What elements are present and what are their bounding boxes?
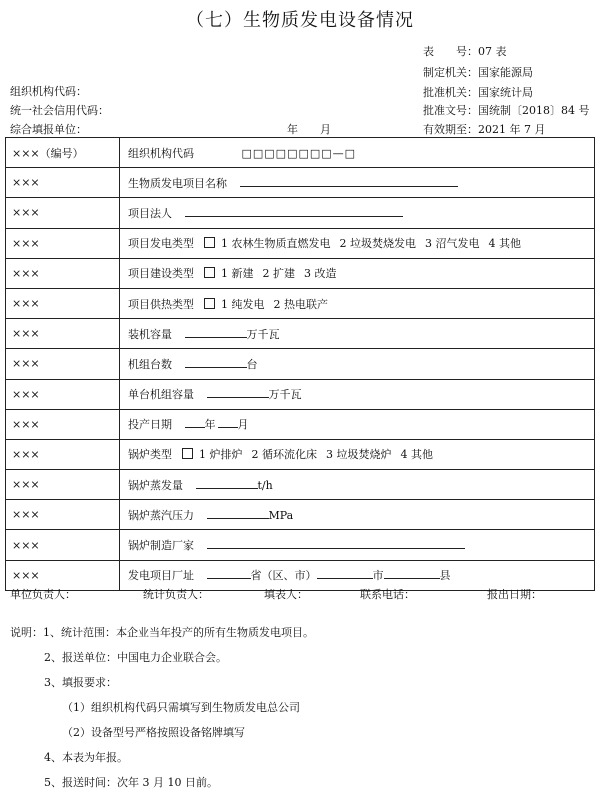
row-code: ××× bbox=[6, 500, 120, 530]
table-row bbox=[6, 439, 595, 469]
approval-number bbox=[423, 102, 590, 118]
field-label: 发电项目厂址 bbox=[128, 569, 194, 583]
valid-until bbox=[423, 121, 545, 137]
approving-authority-label: 批准机关： bbox=[423, 86, 478, 99]
row-code: ××× bbox=[6, 470, 120, 500]
unit-label: t/h bbox=[257, 478, 273, 492]
row-content bbox=[120, 379, 595, 409]
form-number-value: 07 表 bbox=[478, 45, 507, 58]
filler-label: 填表人： bbox=[264, 588, 308, 601]
form-number bbox=[423, 43, 507, 59]
boiler-manufacturer-field[interactable] bbox=[207, 537, 465, 549]
note-subitem: （1）组织机构代码只需填写到生物质发电总公司 bbox=[62, 701, 300, 714]
field-label: 项目发电类型 bbox=[128, 237, 194, 251]
option-label: 2 扩建 bbox=[262, 267, 295, 281]
single-unit-capacity-field[interactable] bbox=[207, 386, 269, 398]
option-label: 4 其他 bbox=[400, 448, 433, 462]
field-label: 项目供热类型 bbox=[128, 297, 194, 311]
city-field[interactable] bbox=[317, 567, 373, 579]
row-content bbox=[120, 409, 595, 439]
notes-section bbox=[10, 620, 314, 795]
reporting-unit-label: 综合填报单位： bbox=[10, 123, 87, 136]
stats-head-label: 统计负责人： bbox=[143, 588, 209, 601]
note-subitem: （2）设备型号严格按照设备铭牌填写 bbox=[62, 726, 245, 739]
credit-code-label: 统一社会信用代码： bbox=[10, 104, 109, 117]
option-label: 1 新建 bbox=[221, 267, 254, 281]
row-code: ××× bbox=[6, 560, 120, 590]
table-row bbox=[6, 500, 595, 530]
field-label: 组织机构代码 bbox=[128, 146, 194, 160]
row-code: ××× bbox=[6, 530, 120, 560]
option-label: 3 沼气发电 bbox=[425, 237, 480, 251]
row-code: ××× bbox=[6, 168, 120, 198]
unit-label: MPa bbox=[268, 508, 294, 522]
report-date-label: 报出日期： bbox=[487, 588, 542, 601]
row-content bbox=[120, 319, 595, 349]
row-code: ××× bbox=[6, 288, 120, 318]
note-item: 3、填报要求： bbox=[44, 676, 117, 689]
field-label: 生物质发电项目名称 bbox=[128, 176, 227, 190]
approval-number-value: 国统制〔2018〕84 号 bbox=[478, 104, 590, 117]
field-label: 锅炉类型 bbox=[128, 448, 172, 462]
row-content bbox=[120, 228, 595, 258]
row-content bbox=[120, 168, 595, 198]
row-code: ×××（编号） bbox=[6, 138, 120, 168]
project-name-field[interactable] bbox=[240, 175, 458, 187]
table-row bbox=[6, 409, 595, 439]
row-content bbox=[120, 530, 595, 560]
county-label: 县 bbox=[439, 569, 451, 583]
row-code: ××× bbox=[6, 349, 120, 379]
province-label: 省（区、市） bbox=[250, 569, 317, 583]
row-code: ××× bbox=[6, 319, 120, 349]
row-code: ××× bbox=[6, 228, 120, 258]
issuing-authority-label: 制定机关： bbox=[423, 66, 478, 79]
table-row bbox=[6, 258, 595, 288]
org-code-label: 组织机构代码： bbox=[10, 85, 87, 98]
note-item: 2、报送单位：中国电力企业联合会。 bbox=[44, 651, 227, 664]
county-field[interactable] bbox=[384, 567, 440, 579]
month-label: 月 bbox=[237, 418, 249, 432]
field-label: 项目法人 bbox=[128, 206, 172, 220]
option-label: 3 改造 bbox=[304, 267, 337, 281]
issuing-authority-value: 国家能源局 bbox=[478, 66, 533, 79]
form-title: （七）生物质发电设备情况 bbox=[186, 10, 414, 31]
field-label: 锅炉蒸汽压力 bbox=[128, 508, 194, 522]
approval-number-label: 批准文号： bbox=[423, 104, 478, 117]
table-row bbox=[6, 198, 595, 228]
option-label: 1 炉排炉 bbox=[199, 448, 243, 462]
valid-until-label: 有效期至： bbox=[423, 123, 478, 136]
unit-label: 台 bbox=[246, 357, 258, 371]
year-field[interactable] bbox=[185, 416, 205, 428]
choice-checkbox[interactable] bbox=[204, 237, 215, 248]
row-content bbox=[120, 138, 595, 168]
field-label: 项目建设类型 bbox=[128, 267, 194, 281]
table-row bbox=[6, 168, 595, 198]
option-label: 2 垃圾焚烧发电 bbox=[339, 237, 416, 251]
form-number-label: 表 号： bbox=[423, 45, 478, 58]
row-code: ××× bbox=[6, 379, 120, 409]
unit-head-label: 单位负责人： bbox=[10, 588, 76, 601]
field-label: 锅炉制造厂家 bbox=[128, 539, 194, 553]
row-content bbox=[120, 288, 595, 318]
option-label: 4 其他 bbox=[488, 237, 521, 251]
row-content bbox=[120, 470, 595, 500]
row-code: ××× bbox=[6, 439, 120, 469]
unit-label: 万千瓦 bbox=[268, 388, 302, 402]
option-label: 1 农林生物质直燃发电 bbox=[221, 237, 331, 251]
report-period: 年 月 bbox=[287, 123, 331, 136]
valid-until-value: 2021 年 7 月 bbox=[478, 123, 546, 136]
field-label: 装机容量 bbox=[128, 327, 172, 341]
choice-checkbox[interactable] bbox=[204, 267, 215, 278]
table-row bbox=[6, 138, 595, 168]
equipment-form-table bbox=[5, 137, 595, 591]
issuing-authority bbox=[423, 64, 533, 80]
note-item: 4、本表为年报。 bbox=[44, 751, 128, 764]
note-item: 说明：1、统计范围：本企业当年投产的所有生物质发电项目。 bbox=[10, 626, 314, 639]
option-label: 2 热电联产 bbox=[273, 297, 328, 311]
unit-label: 万千瓦 bbox=[246, 327, 280, 341]
org-code-boxes[interactable]: □□□□□□□□—□ bbox=[241, 146, 357, 160]
option-label: 2 循环流化床 bbox=[251, 448, 317, 462]
choice-checkbox[interactable] bbox=[182, 448, 193, 459]
option-label: 1 纯发电 bbox=[221, 297, 265, 311]
row-content bbox=[120, 349, 595, 379]
row-content bbox=[120, 500, 595, 530]
option-label: 3 垃圾焚烧炉 bbox=[326, 448, 392, 462]
boiler-evaporation-field[interactable] bbox=[196, 477, 258, 489]
field-label: 单台机组容量 bbox=[128, 388, 194, 402]
row-content bbox=[120, 439, 595, 469]
field-label: 锅炉蒸发量 bbox=[128, 478, 183, 492]
choice-checkbox[interactable] bbox=[204, 298, 215, 309]
approving-authority bbox=[423, 84, 533, 100]
unit-count-field[interactable] bbox=[185, 356, 247, 368]
approving-authority-value: 国家统计局 bbox=[478, 86, 533, 99]
legal-entity-field[interactable] bbox=[185, 205, 403, 217]
table-row bbox=[6, 228, 595, 258]
row-content bbox=[120, 198, 595, 228]
phone-label: 联系电话： bbox=[360, 588, 415, 601]
note-item: 5、报送时间：次年 3 月 10 日前。 bbox=[44, 776, 218, 789]
table-row bbox=[6, 379, 595, 409]
boiler-pressure-field[interactable] bbox=[207, 507, 269, 519]
table-row bbox=[6, 319, 595, 349]
table-row bbox=[6, 530, 595, 560]
table-row bbox=[6, 349, 595, 379]
city-label: 市 bbox=[372, 569, 384, 583]
field-label: 投产日期 bbox=[128, 418, 172, 432]
row-code: ××× bbox=[6, 198, 120, 228]
province-field[interactable] bbox=[207, 567, 251, 579]
month-field[interactable] bbox=[218, 416, 238, 428]
row-code: ××× bbox=[6, 258, 120, 288]
table-row bbox=[6, 470, 595, 500]
capacity-field[interactable] bbox=[185, 326, 247, 338]
row-code: ××× bbox=[6, 409, 120, 439]
field-label: 机组台数 bbox=[128, 357, 172, 371]
row-content bbox=[120, 258, 595, 288]
table-row bbox=[6, 288, 595, 318]
year-label: 年 bbox=[204, 418, 216, 432]
